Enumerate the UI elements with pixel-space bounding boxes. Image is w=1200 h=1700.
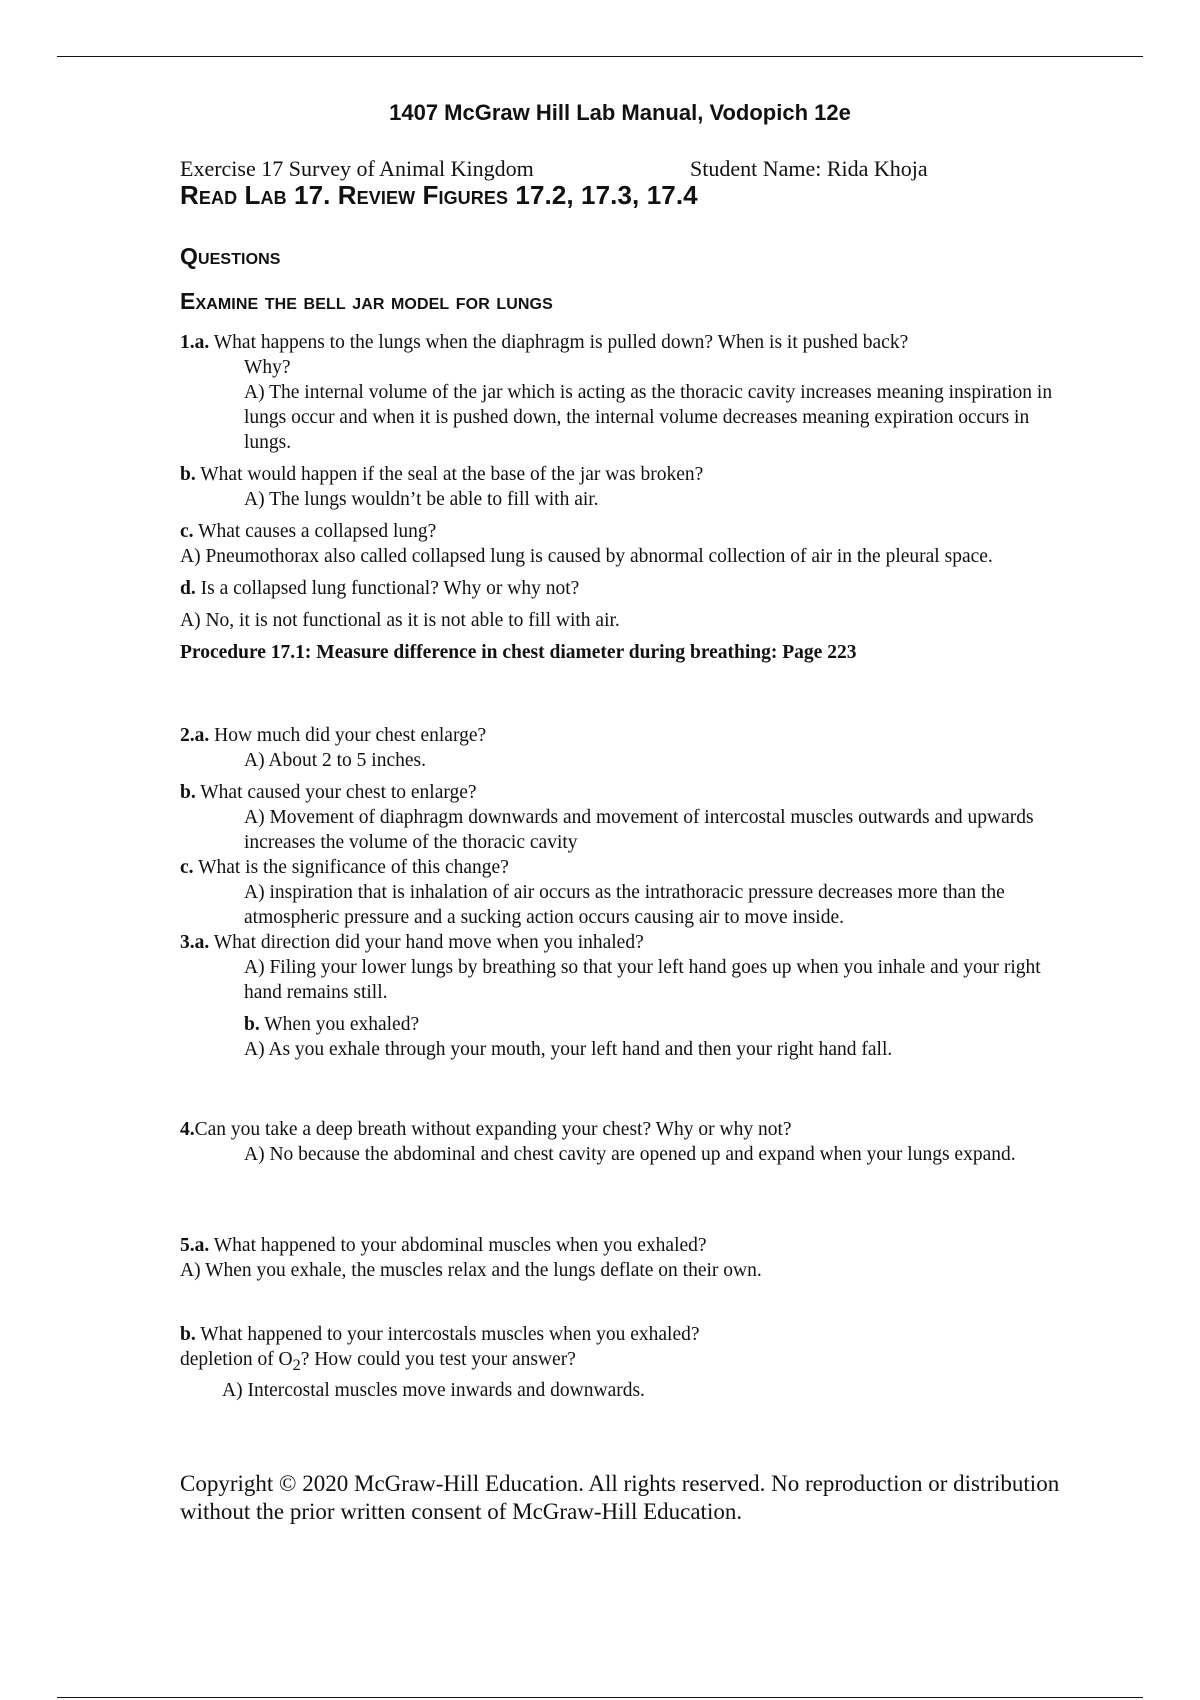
- question-3b: b. When you exhaled?: [244, 1014, 420, 1035]
- question-4: 4.Can you take a deep breath without expanding your chest? Why or why not?: [180, 1119, 792, 1140]
- exercise-label: Exercise 17 Survey of Animal Kingdom: [180, 156, 534, 181]
- answer-1c: A) Pneumothorax also called collapsed lung is caused by abnormal collection of air in the pleural space.: [180, 546, 993, 567]
- question-5b-extra: depletion of $O_2$? How could you test your answer?: [180, 1349, 576, 1374]
- question-2c: c. What is the significance of this change?: [180, 857, 509, 878]
- question-5b: b. What happened to your intercostals muscles when you exhaled?: [180, 1324, 700, 1345]
- answer-2a: A) About 2 to 5 inches.: [244, 750, 426, 771]
- student-name: Student Name: Rida Khoja: [690, 156, 928, 181]
- questions-block-5b: [180, 1322, 1060, 1403]
- question-1b: b. What would happen if the seal at the base of the jar was broken?: [180, 464, 704, 485]
- read-lab-heading: Read Lab 17. Review Figures 17.2, 17.3, 17.4: [180, 180, 698, 210]
- question-2a: 2.a. How much did your chest enlarge?: [180, 725, 487, 746]
- answer-5b: A) Intercostal muscles move inwards and downwards.: [222, 1379, 645, 1401]
- examine-heading: Examine the bell jar model for lungs: [180, 288, 553, 314]
- answer-1b: A) The lungs wouldn’t be able to fill with air.: [244, 489, 599, 510]
- questions-block-5: [180, 1233, 1060, 1283]
- question-1a: 1.a. What happens to the lungs when the diaphragm is pulled down? When is it pushed back?: [180, 332, 909, 353]
- questions-block-1: [180, 330, 1060, 665]
- question-1a-continued: Why?: [244, 357, 291, 378]
- answer-1a: A) The internal volume of the jar which is acting as the thoracic cavity increases meaning inspiration in lungs occur and when it is pushed down, the internal volume decreases meaning expiration occurs in lungs.: [244, 382, 1053, 453]
- questions-heading: Questions: [180, 243, 281, 269]
- top-rule: [57, 56, 1143, 57]
- answer-2b: A) Movement of diaphragm downwards and movement of intercostal muscles outwards and upwards increases the volume of the thoracic cavity: [244, 807, 1034, 853]
- answer-4: A) No because the abdominal and chest cavity are opened up and expand when your lungs expand.: [244, 1144, 1016, 1165]
- copyright-notice: Copyright © 2020 McGraw-Hill Education. All rights reserved. No reproduction or distribution without the prior written consent of McGraw-Hill Education.: [180, 1471, 1060, 1524]
- questions-block-2: [180, 723, 1060, 1062]
- document-title: 1407 McGraw Hill Lab Manual, Vodopich 12e: [389, 100, 851, 125]
- answer-5a: A) When you exhale, the muscles relax and the lungs deflate on their own.: [180, 1260, 762, 1281]
- question-5a: 5.a. What happened to your abdominal muscles when you exhaled?: [180, 1235, 707, 1256]
- answer-1d: A) No, it is not functional as it is not able to fill with air.: [180, 610, 620, 631]
- answer-3b: A) As you exhale through your mouth, your left hand and then your right hand fall.: [244, 1039, 893, 1060]
- questions-block-4: [180, 1117, 1060, 1167]
- bottom-rule: [57, 1697, 1143, 1698]
- question-3a: 3.a. What direction did your hand move when you inhaled?: [180, 932, 644, 953]
- answer-2c: A) inspiration that is inhalation of air occurs as the intrathoracic pressure decreases more than the atmospheric pressure and a sucking action occurs causing air to move inside.: [244, 882, 1005, 928]
- question-1c: c. What causes a collapsed lung?: [180, 521, 437, 542]
- question-1d: d. Is a collapsed lung functional? Why or why not?: [180, 578, 580, 599]
- procedure-heading: Procedure 17.1: Measure difference in chest diameter during breathing: Page 223: [180, 642, 857, 663]
- question-2b: b. What caused your chest to enlarge?: [180, 782, 477, 803]
- answer-3a: A) Filing your lower lungs by breathing so that your left hand goes up when you inhale and your right hand remains still.: [244, 957, 1041, 1003]
